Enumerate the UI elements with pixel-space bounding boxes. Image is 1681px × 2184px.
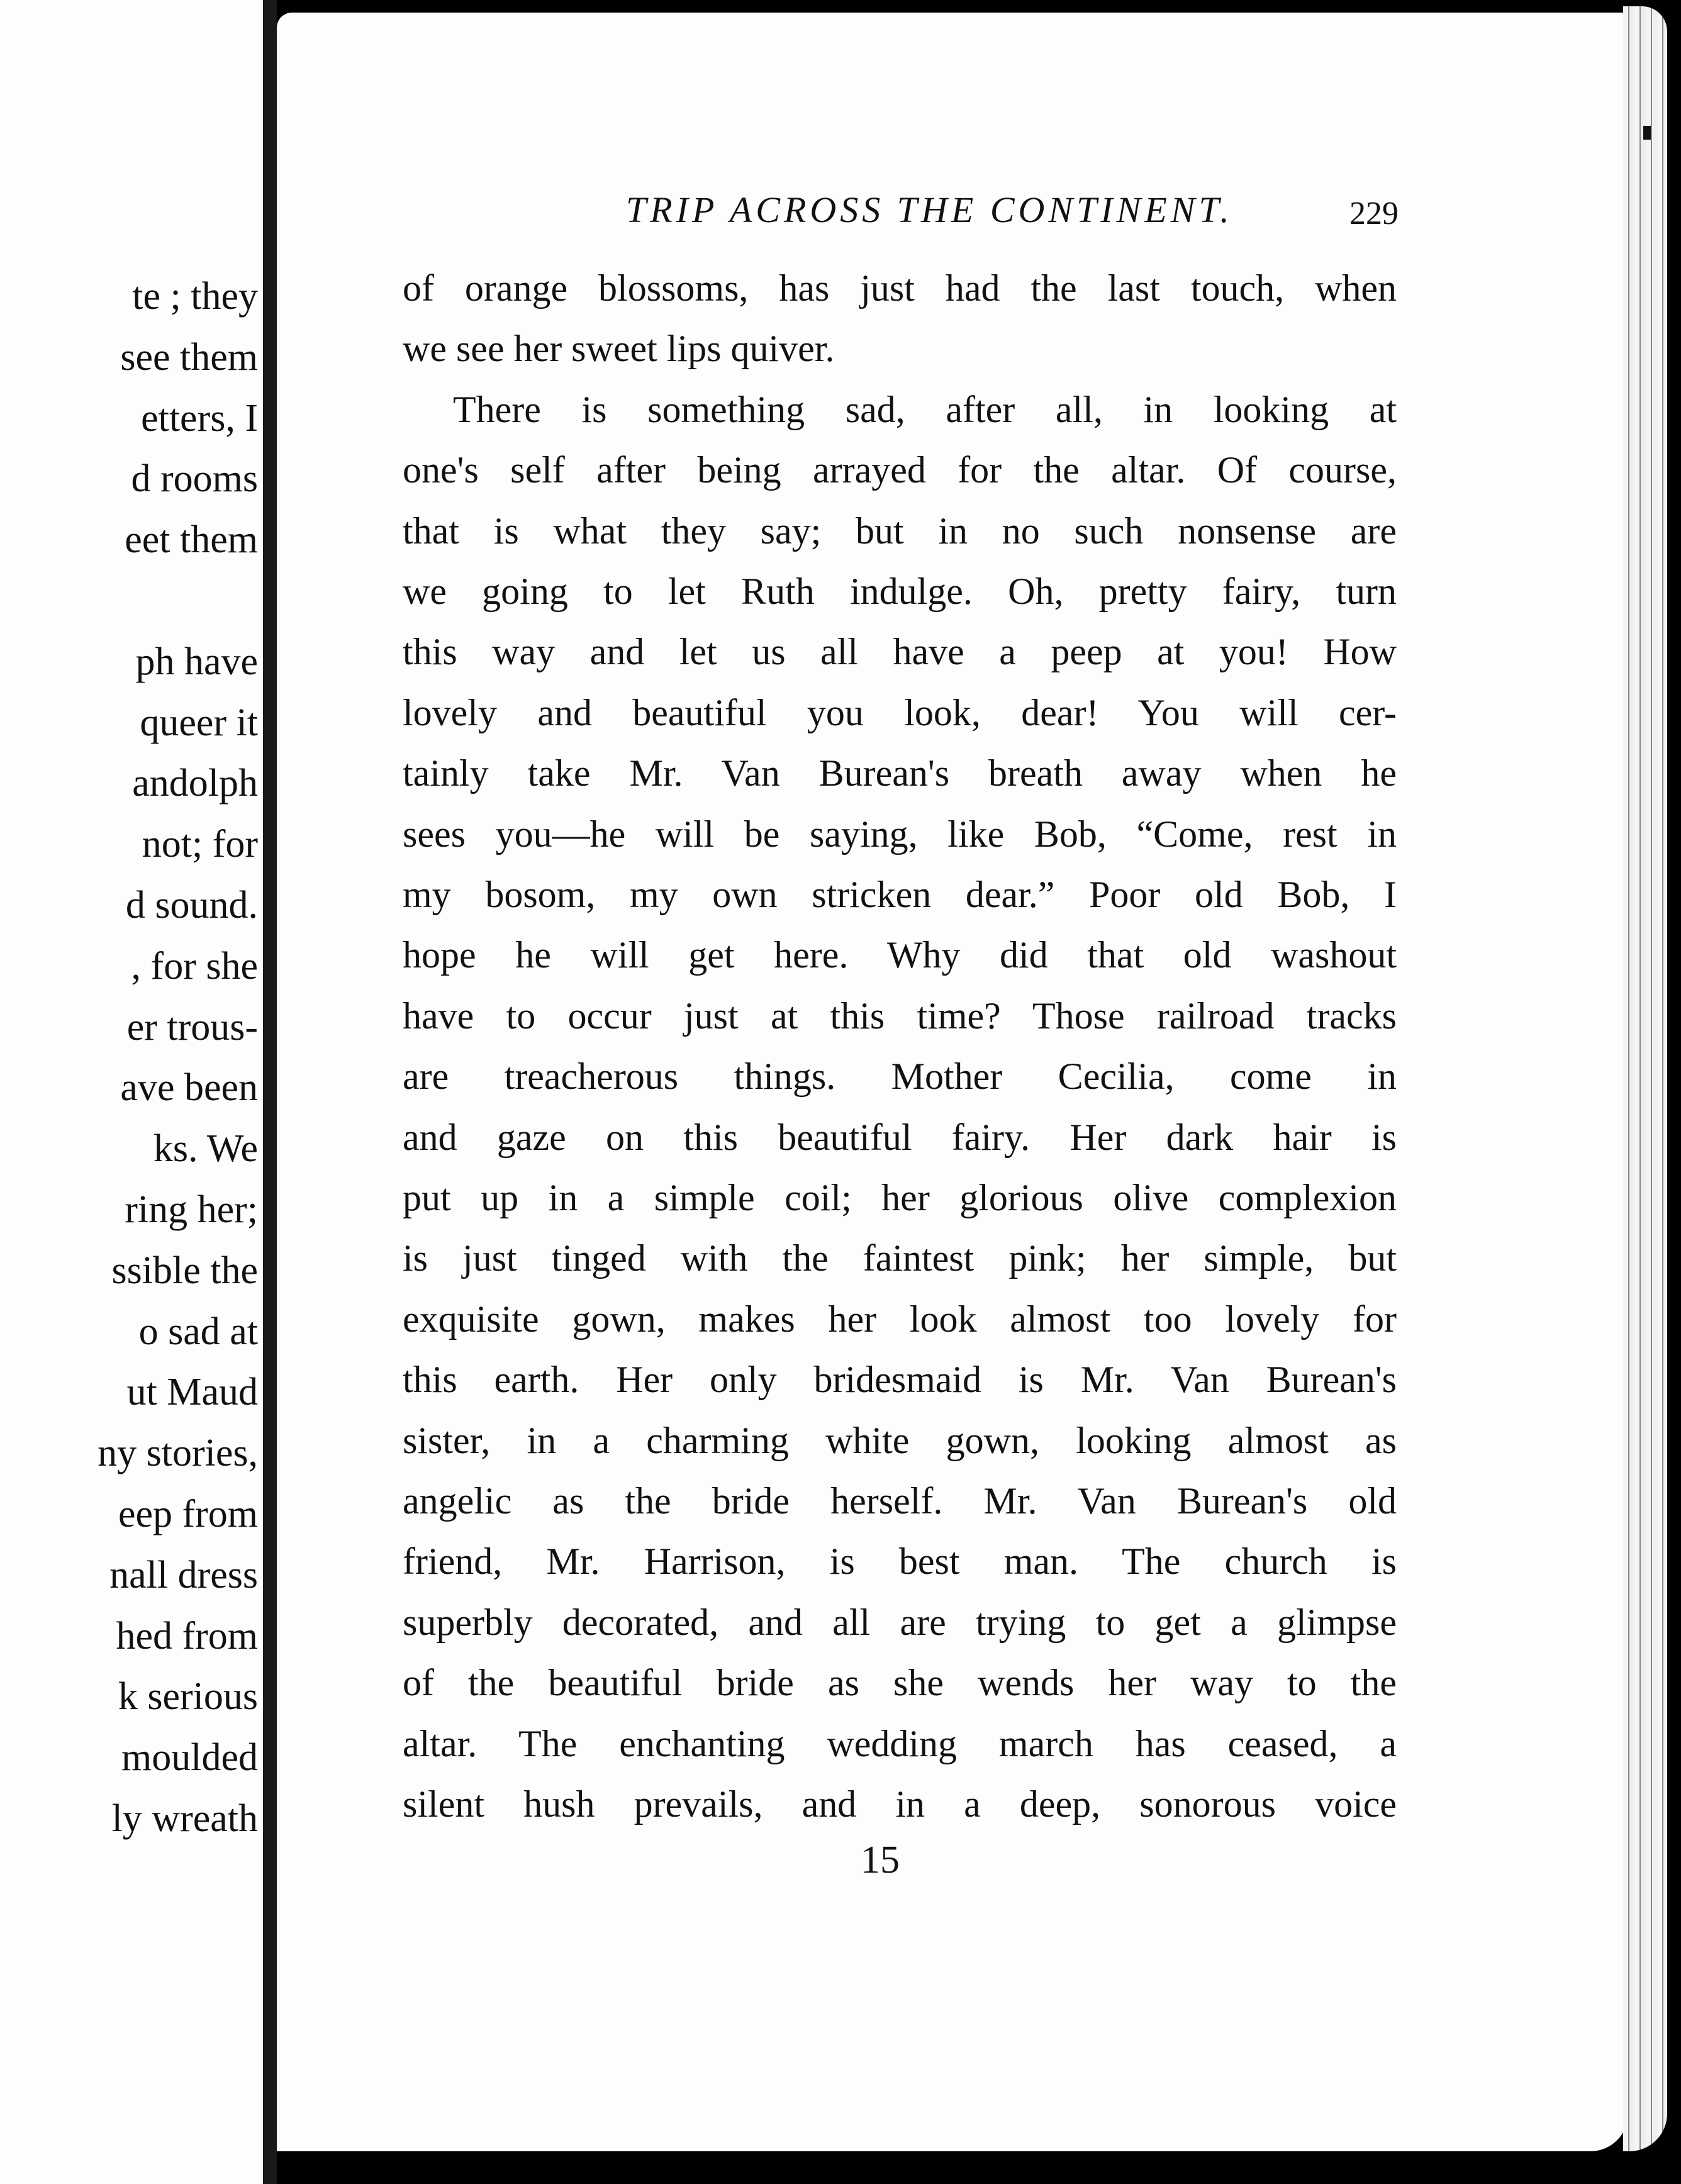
facing-text-line: k serious — [118, 1675, 258, 1719]
text-line: put up in a simple coil; her glorious olive complexion — [403, 1177, 1397, 1218]
text-line: we going to let Ruth indulge. Oh, pretty fairy, turn — [403, 571, 1397, 612]
facing-text-line: te ; they — [132, 275, 258, 318]
text-line: this way and let us all have a peep at you! How — [403, 631, 1397, 673]
facing-text-line: d rooms — [131, 457, 258, 501]
text-line: this earth. Her only bridesmaid is Mr. Van Burean's — [403, 1359, 1397, 1401]
text-line: There is something sad, after all, in looking at — [453, 388, 1397, 430]
facing-text-line: ssible the — [111, 1249, 258, 1292]
facing-page — [0, 0, 277, 2184]
facing-text-line: d sound. — [125, 884, 258, 927]
text-line: exquisite gown, makes her look almost too lovely for — [403, 1298, 1397, 1340]
page-number: 229 — [1349, 196, 1399, 231]
text-line: have to occur just at this time? Those railroad tracks — [403, 994, 1397, 1037]
text-line: altar. The enchanting wedding march has ceased, a — [403, 1722, 1397, 1764]
facing-text-line: hed from — [116, 1614, 258, 1658]
facing-text-line: , for she — [131, 944, 258, 988]
facing-text-line: o sad at — [138, 1310, 258, 1353]
text-line: angelic as the bride herself. Mr. Van Burean's old — [403, 1480, 1397, 1522]
text-line: one's self after being arrayed for the altar. Of course, — [403, 449, 1397, 491]
facing-text-line: ut Maud — [126, 1371, 258, 1414]
text-line: sister, in a charming white gown, looking almost as — [403, 1419, 1397, 1461]
facing-text-line: eet them — [125, 518, 258, 562]
text-line: sees you—he will be saying, like Bob, “Come, rest in — [403, 813, 1397, 855]
facing-text-line: andolph — [132, 762, 258, 805]
page-edges — [1623, 6, 1667, 2151]
text-line: are treacherous things. Mother Cecilia, come in — [403, 1056, 1397, 1098]
text-line: of orange blossoms, has just had the last touch, when — [403, 267, 1397, 309]
facing-text-line: etters, I — [141, 396, 258, 440]
text-line: friend, Mr. Harrison, is best man. The church is — [403, 1540, 1397, 1583]
facing-text-line: see them — [120, 335, 258, 379]
facing-text-line: eep from — [118, 1493, 258, 1535]
facing-text-line: ave been — [120, 1066, 258, 1110]
edge-mark — [1643, 126, 1651, 140]
text-line: silent hush prevails, and in a deep, sonorous voice — [403, 1783, 1397, 1825]
text-line: hope he will get here. Why did that old washout — [403, 934, 1397, 976]
facing-text-line: moulded — [121, 1736, 258, 1780]
facing-text-line: queer it — [140, 701, 258, 744]
running-head: TRIP ACROSS THE CONTINENT. — [626, 189, 1233, 230]
text-line: lovely and beautiful you look, dear! You will cer- — [403, 691, 1397, 733]
facing-text-line: ph have — [135, 640, 258, 683]
facing-text-line: er trous- — [126, 1005, 258, 1049]
facing-text-line: ly wreath — [111, 1797, 258, 1840]
text-line: that is what they say; but in no such nonsense are — [403, 510, 1397, 552]
facing-text-line: nall dress — [109, 1553, 258, 1596]
text-line: and gaze on this beautiful fairy. Her dark hair is — [403, 1116, 1397, 1158]
text-line: is just tinged with the faintest pink; her simple, but — [403, 1237, 1397, 1279]
signature-mark: 15 — [861, 1839, 900, 1881]
text-line: of the beautiful bride as she wends her way to the — [403, 1662, 1397, 1704]
facing-text-line: ny stories, — [98, 1432, 258, 1475]
facing-text-line: ring her; — [125, 1188, 258, 1231]
text-line: tainly take Mr. Van Burean's breath away when he — [403, 752, 1397, 794]
text-line: we see her sweet lips quiver. — [403, 328, 835, 370]
text-line: superbly decorated, and all are trying to get a glimpse — [403, 1601, 1397, 1643]
text-line: my bosom, my own stricken dear.” Poor old Bob, I — [403, 874, 1397, 915]
facing-text-line: ks. We — [153, 1127, 258, 1171]
facing-text-line: not; for — [142, 823, 258, 866]
